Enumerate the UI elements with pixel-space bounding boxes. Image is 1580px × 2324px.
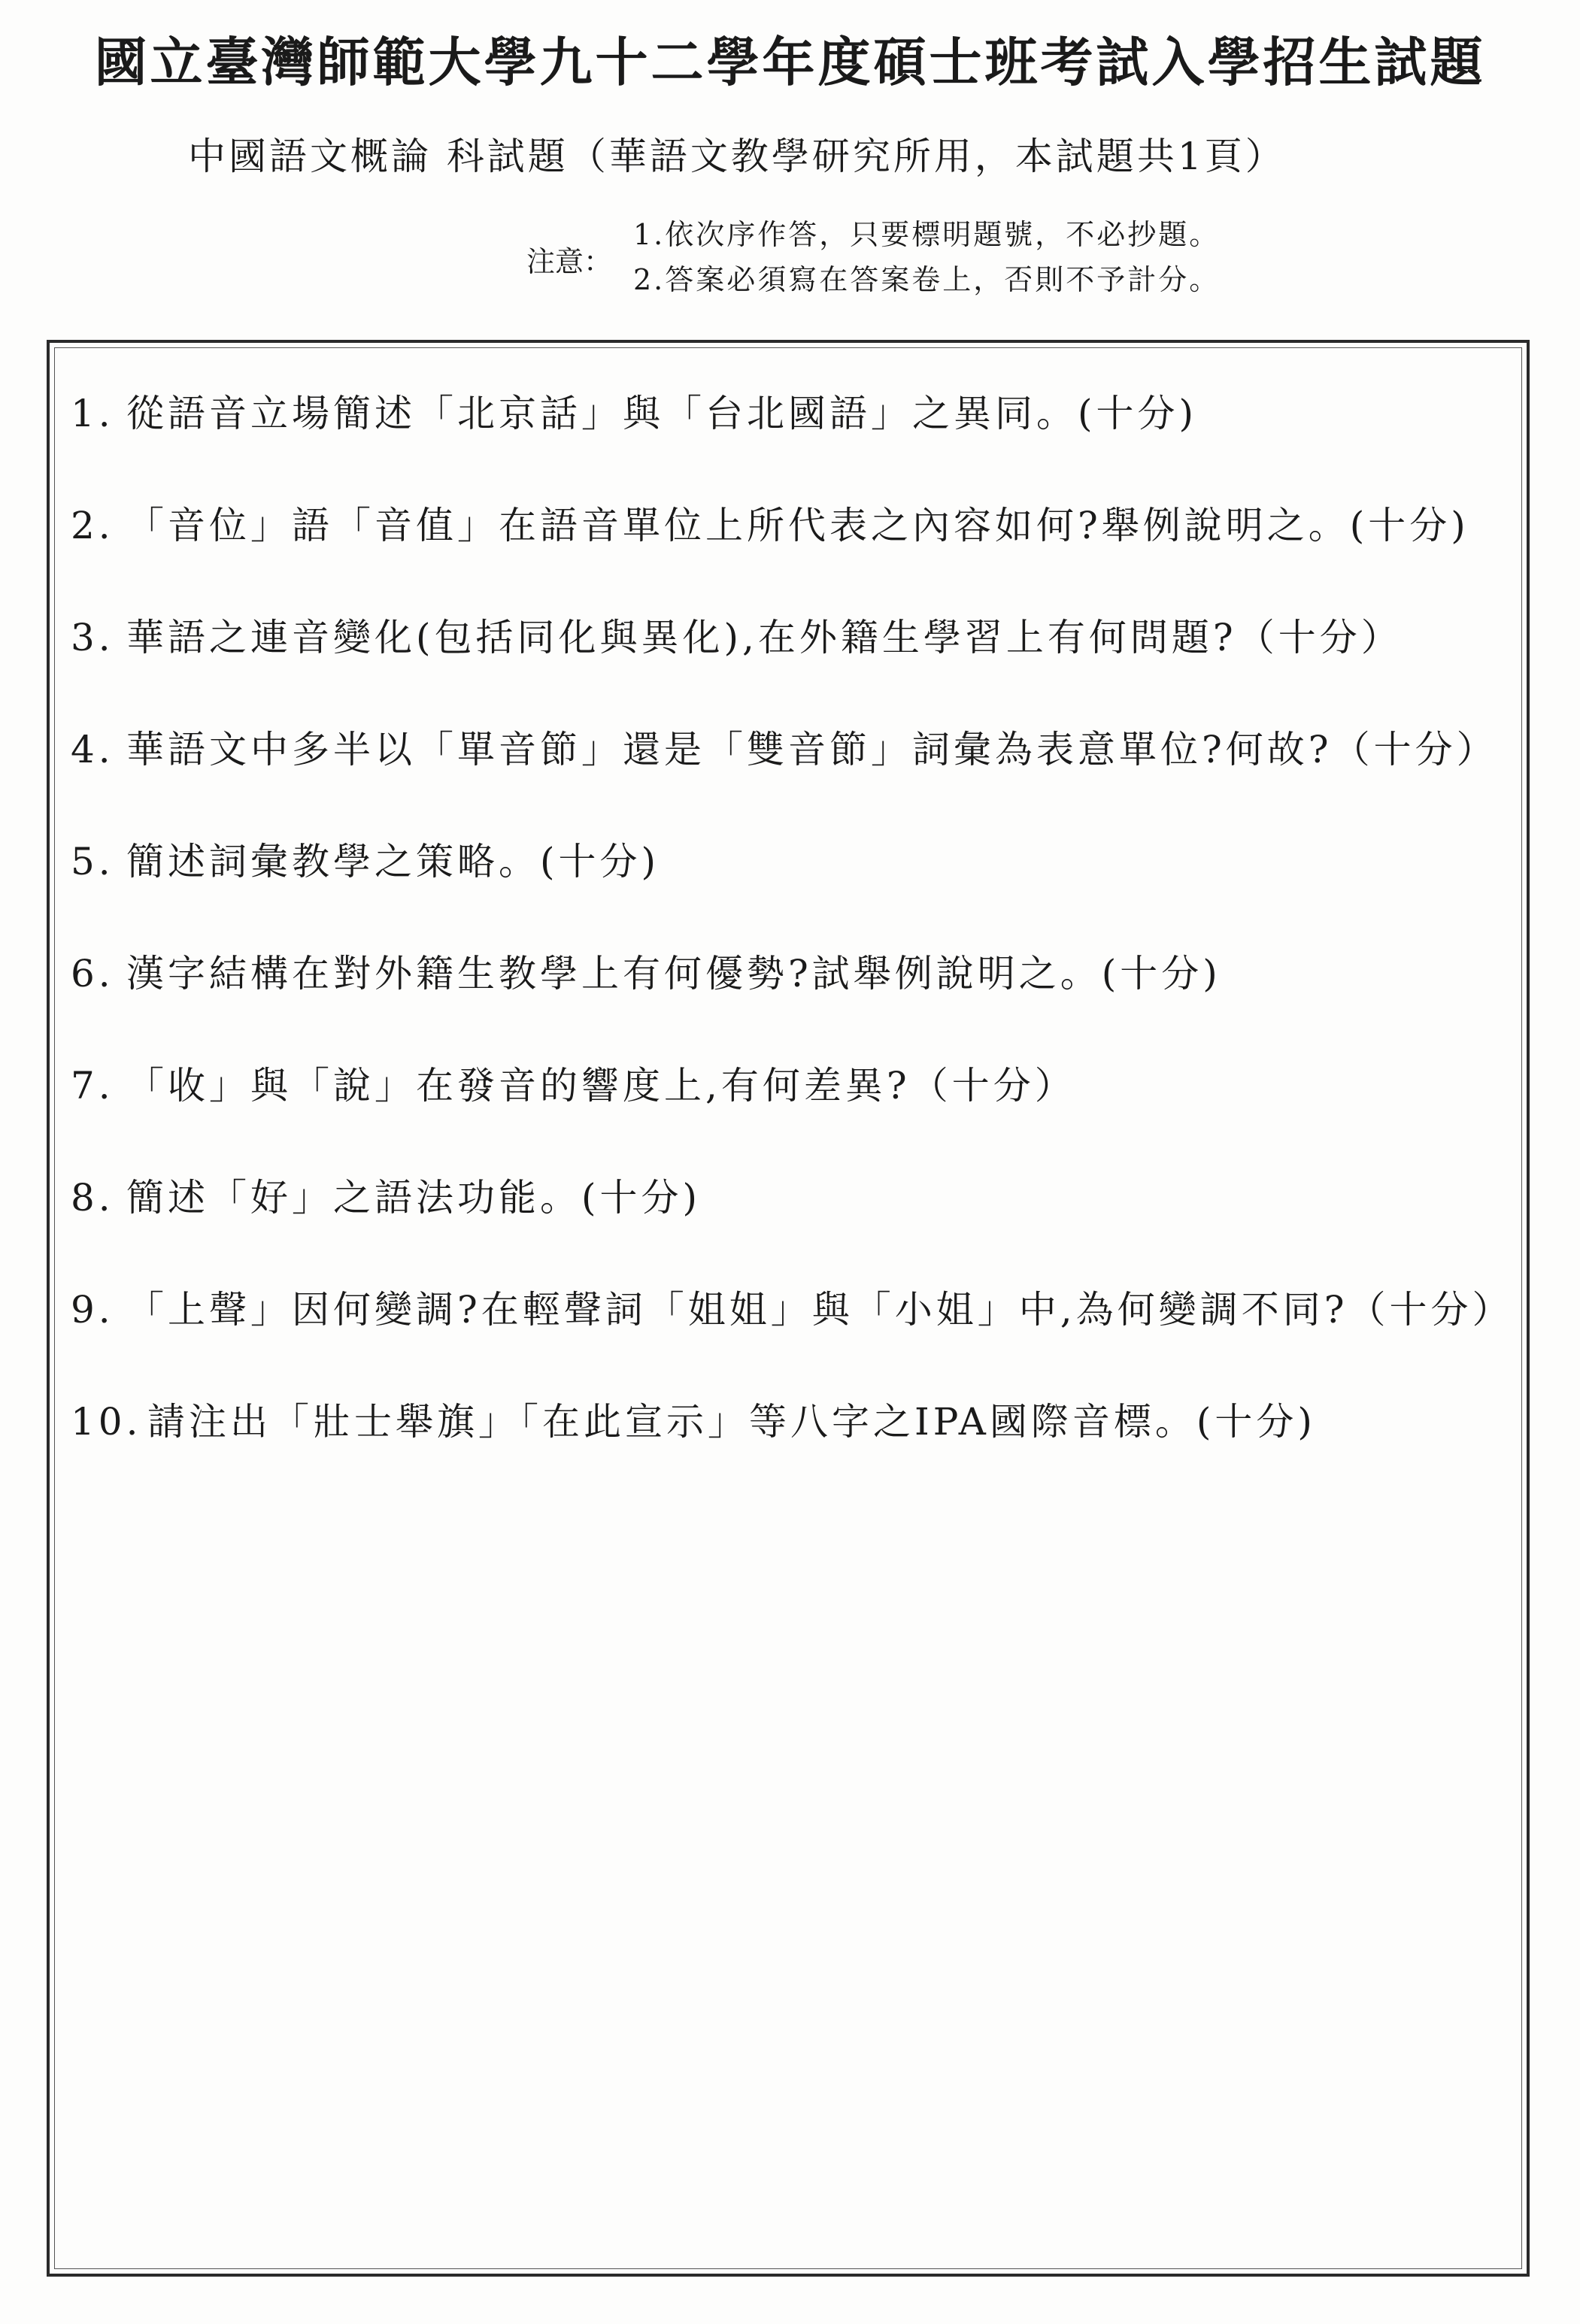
- notes-label: 注意：: [526, 245, 613, 278]
- note-item: 1.依次序作答，只要標明題號，不必抄題。: [633, 218, 1221, 251]
- question-number: 4.: [71, 728, 114, 771]
- note-item: 2.答案必須寫在答案卷上，否則不予計分。: [633, 263, 1221, 296]
- question-text: 「音位」語「音值」在語音單位上所代表之內容如何?舉例說明之。(十分): [126, 504, 1469, 547]
- question-text: 漢字結構在對外籍生教學上有何優勢?試舉例說明之。(十分): [126, 952, 1221, 995]
- question-text: 「上聲」因何變調?在輕聲詞「姐姐」與「小姐」中,為何變調不同?（十分）: [126, 1288, 1514, 1332]
- question-number: 2.: [71, 504, 114, 547]
- question-item: [71, 1048, 1530, 1160]
- question-number: 10.: [71, 1400, 142, 1444]
- question-number: 7.: [71, 1064, 114, 1107]
- question-item: [71, 1272, 1530, 1384]
- question-number: 1.: [71, 392, 114, 435]
- question-item: [71, 1160, 1530, 1272]
- question-list: [71, 376, 1530, 1496]
- question-item: [71, 376, 1530, 488]
- question-text: 簡述「好」之語法功能。(十分): [126, 1176, 702, 1220]
- question-text: 「收」與「說」在發音的響度上,有何差異?（十分）: [126, 1064, 1076, 1107]
- question-number: 5.: [71, 840, 114, 883]
- question-item: [71, 488, 1530, 600]
- question-text: 華語之連音變化(包括同化與異化),在外籍生學習上有何問題?（十分）: [126, 616, 1403, 659]
- exam-title: 國立臺灣師範大學九十二學年度碩士班考試入學招生試題: [94, 31, 1486, 93]
- question-number: 9.: [71, 1288, 114, 1332]
- question-item: [71, 600, 1530, 712]
- question-text: 從語音立場簡述「北京話」與「台北國語」之異同。(十分): [126, 392, 1198, 435]
- exam-subtitle: 中國語文概論 科試題（華語文教學研究所用，本試題共1頁）: [188, 135, 1286, 178]
- question-text: 請注出「壯士舉旗」「在此宣示」等八字之IPA國際音標。(十分): [147, 1400, 1316, 1444]
- question-number: 3.: [71, 616, 114, 659]
- question-number: 6.: [71, 952, 114, 995]
- question-item: [71, 1384, 1530, 1496]
- notes-list: [633, 212, 1220, 302]
- question-text: 華語文中多半以「單音節」還是「雙音節」詞彙為表意單位?何故?（十分）: [126, 728, 1498, 771]
- question-item: [71, 936, 1530, 1048]
- question-item: [71, 824, 1530, 936]
- question-item: [71, 712, 1530, 824]
- question-text: 簡述詞彙教學之策略。(十分): [126, 840, 660, 883]
- question-number: 8.: [71, 1176, 114, 1220]
